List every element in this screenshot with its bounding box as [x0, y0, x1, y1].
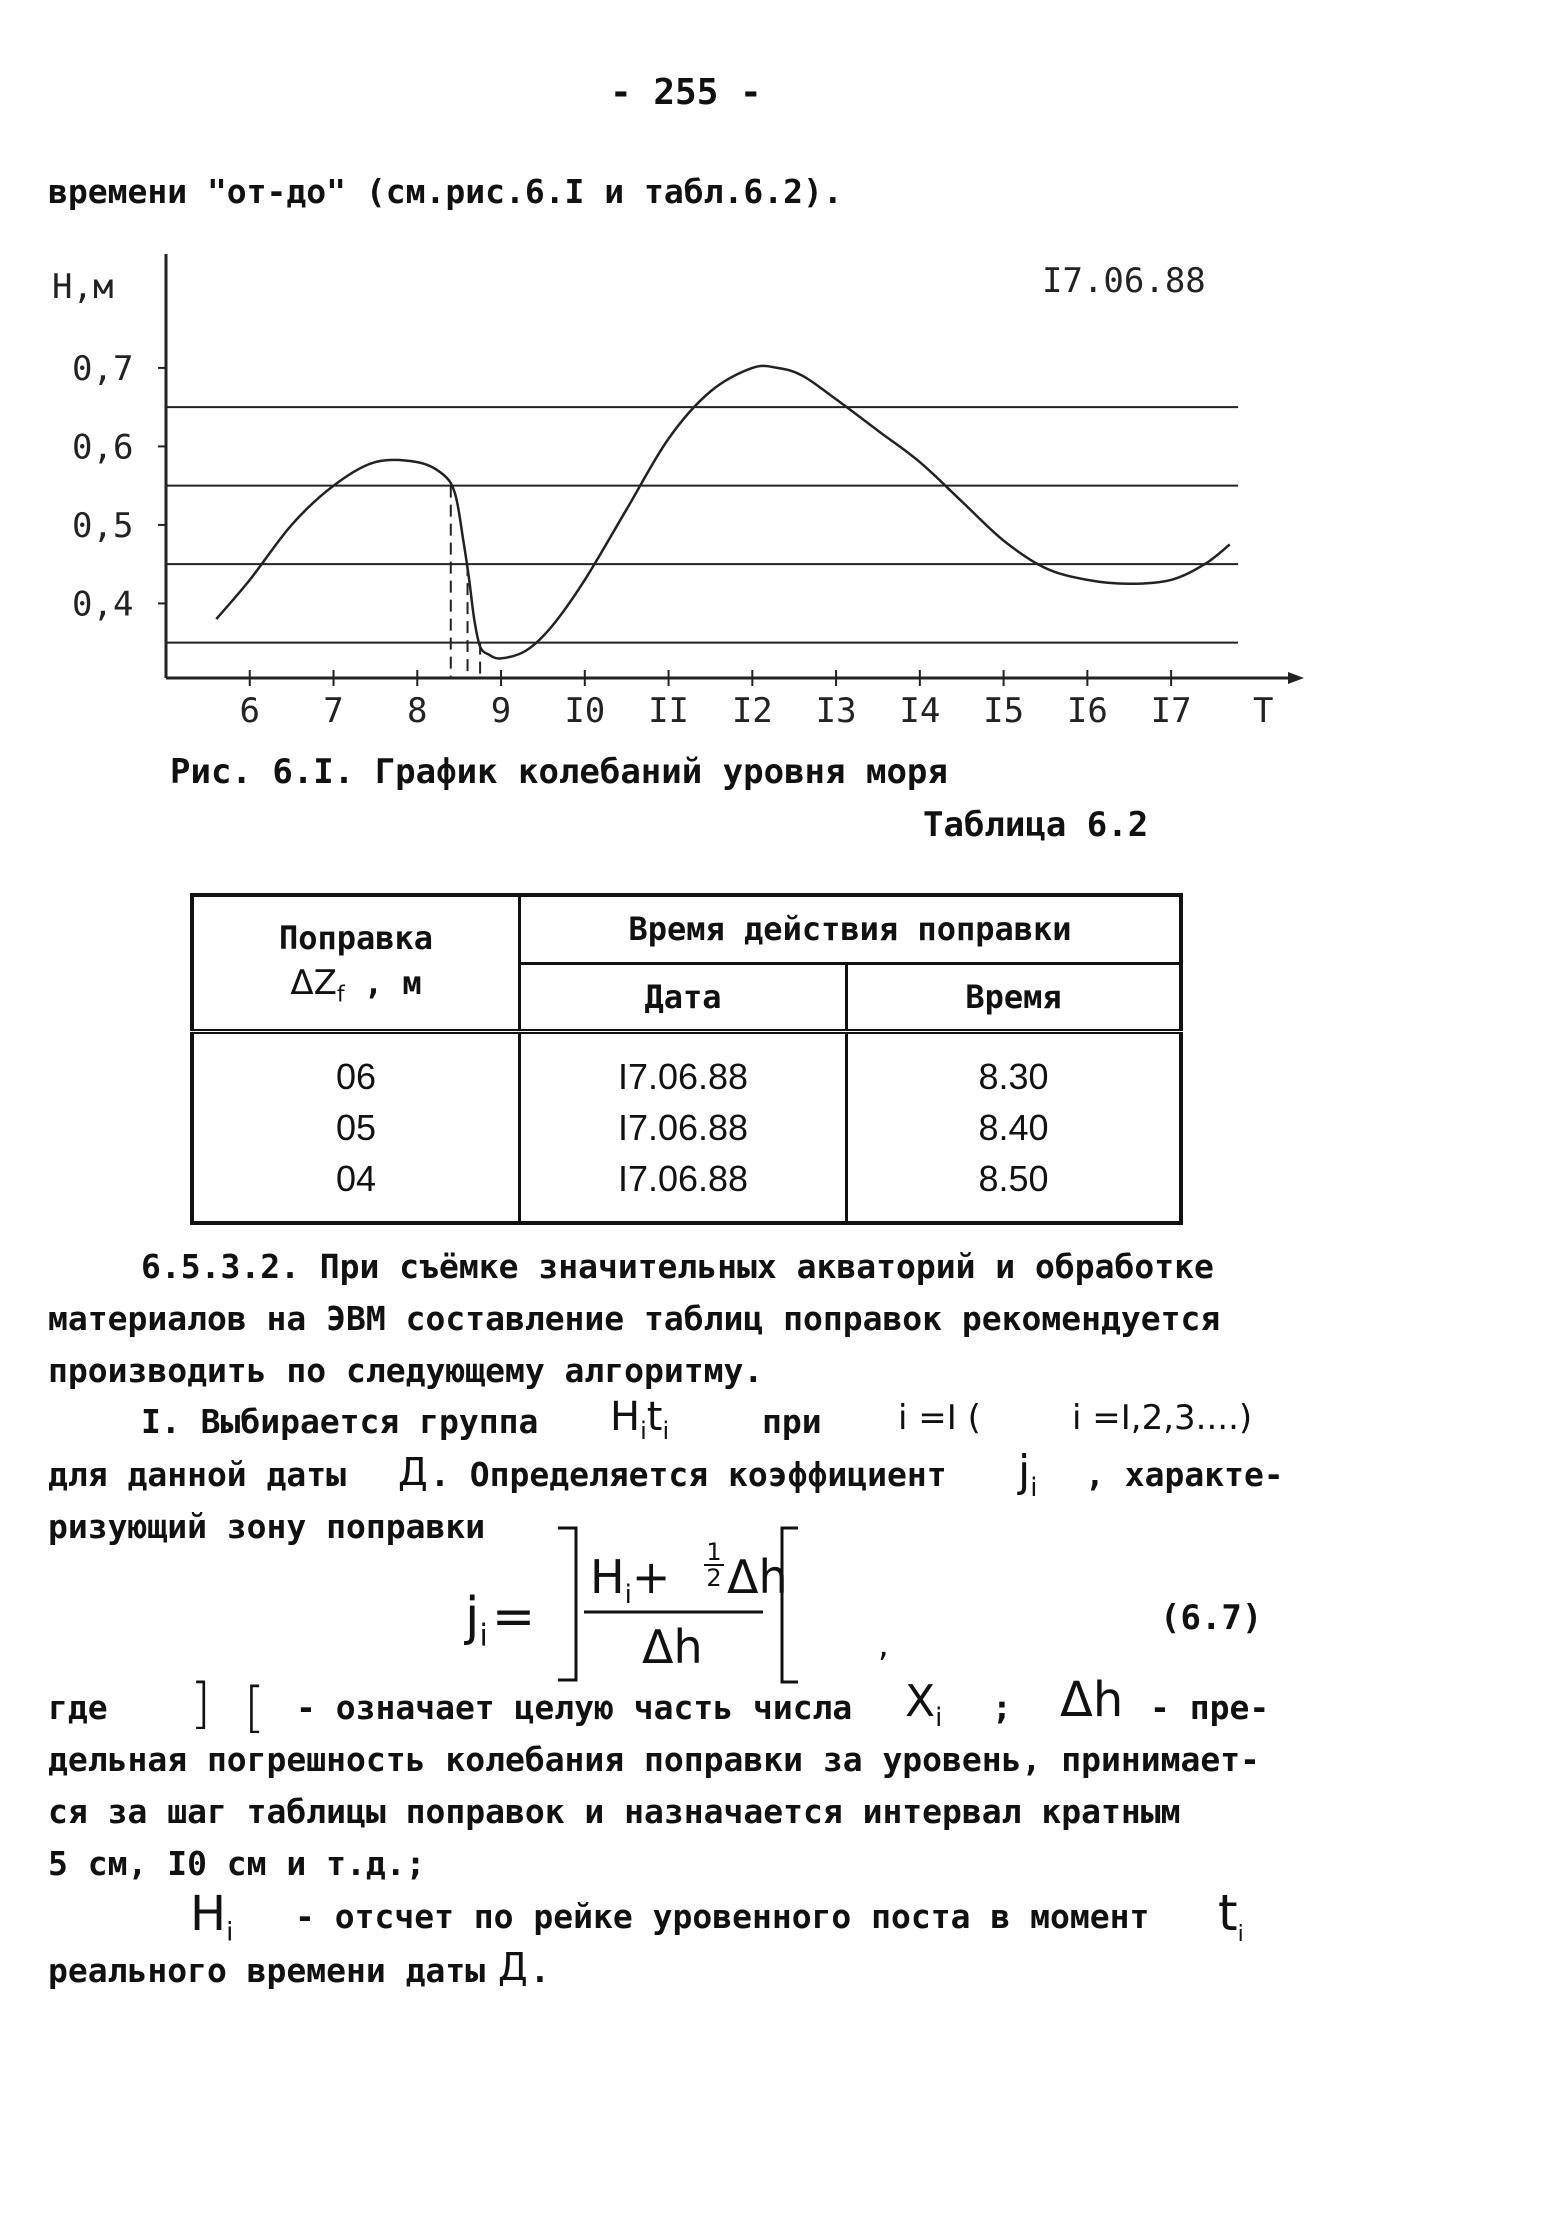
page-number: - 255 - — [610, 72, 762, 113]
col-date-header: Дата — [520, 963, 847, 1031]
subscript-i: i — [479, 1618, 488, 1654]
delta-z-symbol: ΔZ — [290, 962, 337, 1003]
symbol-X: X — [905, 1676, 936, 1727]
hi-definition: - отсчет по рейке уровенного поста в момент — [295, 1897, 1150, 1936]
subscript-f: f — [336, 981, 345, 1007]
where-line3: ся за шаг таблицы поправок и назначается интервал кратным — [48, 1792, 1181, 1831]
symbol-ti — [1218, 1884, 1244, 1947]
x-tick-label: I0 — [564, 691, 606, 731]
date-column — [520, 1031, 847, 1223]
y-tick-label: 0,5 — [72, 505, 134, 546]
y-tick-label: 0,6 — [72, 427, 134, 468]
chart-date: I7.06.88 — [1042, 261, 1206, 301]
table-cell-correction: 05 — [335, 1106, 377, 1148]
col-correction-header-line2 — [194, 963, 518, 1007]
subscript-i: i — [624, 1580, 632, 1611]
half-denominator: 2 — [704, 1564, 724, 1590]
x-tick-label: I3 — [815, 691, 857, 731]
table-cell-time: 8.30 — [978, 1055, 1049, 1097]
symbol-Xi — [905, 1676, 942, 1733]
formula-denominator: Δh — [642, 1620, 703, 1674]
table-title: Таблица 6.2 — [923, 805, 1149, 845]
y-tick-label: 0,4 — [72, 584, 134, 625]
table-cell-date: I7.06.88 — [617, 1157, 749, 1199]
step1-line2-b: . Определяется коэффициент — [430, 1455, 947, 1494]
col-correction-header-line1: Поправка — [278, 918, 434, 957]
step1-line2-a: для данной даты — [48, 1455, 347, 1494]
table-cell-time: 8.50 — [978, 1157, 1049, 1199]
equals-sign: = — [491, 1587, 536, 1647]
corrections-table — [190, 893, 1183, 1225]
formula-lhs — [465, 1587, 535, 1653]
subscript-i: i — [1030, 1472, 1038, 1503]
where-label: где — [48, 1688, 108, 1727]
group-header: Время действия поправки — [520, 895, 1182, 963]
formula-delta-h-numerator: Δh — [727, 1550, 788, 1604]
bracket-open: [ — [244, 1676, 266, 1739]
table-cell-date: I7.06.88 — [617, 1055, 749, 1097]
where-line2: дельная погрешность колебания поправки за уровень, принимает- — [48, 1740, 1260, 1779]
formula-comma: , — [878, 1625, 889, 1665]
x-tick-label: I2 — [731, 691, 773, 731]
x-tick-label: 9 — [490, 691, 512, 731]
formula-hiti — [610, 1394, 669, 1445]
paragraph-6532-line1: 6.5.3.2. При съёмке значительных акваторий и обработке — [141, 1247, 1214, 1286]
correction-column — [192, 1031, 520, 1223]
x-tick-label: 7 — [323, 691, 344, 731]
where-line4: 5 см, I0 см и т.д.; — [48, 1844, 426, 1883]
where-text-a: - означает целую часть числа — [296, 1688, 853, 1727]
y-tick-label: 0,7 — [72, 348, 134, 389]
y-axis-label: Н,м — [52, 267, 114, 307]
subscript-i: i — [226, 1917, 234, 1948]
symbol-D: Д — [398, 1450, 428, 1494]
symbol-H: H — [590, 1550, 625, 1604]
col-time-header: Время — [847, 963, 1182, 1031]
where-text-b: - пре- — [1150, 1688, 1270, 1727]
table-cell-time: 8.40 — [978, 1106, 1049, 1148]
step1-condition-1: i =I ( — [898, 1398, 981, 1438]
x-tick-label: II — [648, 691, 690, 731]
subscript-i: i — [640, 1417, 647, 1445]
x-axis-label: Т — [1253, 691, 1274, 731]
formula-half — [704, 1540, 724, 1590]
x-tick-label: I5 — [983, 691, 1025, 731]
subscript-i: i — [662, 1417, 670, 1445]
sea-level-curve — [216, 366, 1229, 659]
formula-numerator — [590, 1550, 670, 1610]
subscript-i: i — [1237, 1922, 1244, 1947]
period: . — [530, 1951, 550, 1990]
symbol-t: t — [646, 1394, 663, 1440]
half-numerator: 1 — [706, 1538, 722, 1566]
x-tick-label: I6 — [1066, 691, 1108, 731]
table-cell-correction: 04 — [335, 1157, 377, 1199]
x-tick-label: 6 — [239, 691, 261, 731]
intro-line: времени "от-до" (см.рис.6.I и табл.6.2). — [48, 172, 843, 211]
symbol-delta-h: Δh — [1060, 1672, 1124, 1728]
real-time-line: реального времени даты — [48, 1951, 486, 1990]
step1-pri: при — [762, 1402, 822, 1441]
paragraph-6532-line3: производить по следующему алгоритму. — [48, 1351, 764, 1390]
table-cell-correction: 06 — [335, 1055, 377, 1097]
subscript-i: i — [935, 1702, 943, 1733]
step1-condition-2: i =I,2,3....) — [1072, 1398, 1253, 1438]
symbol-D: Д — [498, 1945, 528, 1989]
figure-caption: Рис. 6.I. График колебаний уровня моря — [170, 752, 948, 792]
symbol-ji — [1018, 1446, 1037, 1503]
sea-level-chart — [30, 250, 1330, 740]
paragraph-6532-line2: материалов на ЭВМ составление таблиц поправок рекомендуется — [48, 1299, 1221, 1338]
step1-text: I. Выбирается группа — [141, 1402, 539, 1441]
formula-number: (6.7) — [1160, 1598, 1263, 1638]
symbol-j: j — [1018, 1446, 1031, 1497]
step1-line2-c: , характе- — [1085, 1455, 1284, 1494]
plus-sign: + — [631, 1550, 671, 1604]
col-correction-header — [192, 895, 520, 1031]
x-tick-label: I4 — [899, 691, 941, 731]
table-cell-date: I7.06.88 — [617, 1106, 749, 1148]
symbol-H: H — [190, 1886, 227, 1942]
x-axis-arrow — [1288, 672, 1304, 684]
x-tick-label: 8 — [407, 691, 428, 731]
bracket-close: ] — [190, 1672, 212, 1735]
symbol-Hi — [190, 1886, 233, 1948]
x-tick-label: I7 — [1150, 691, 1192, 731]
unit-label: , м — [344, 963, 422, 1002]
symbol-t: t — [1218, 1884, 1238, 1942]
step1-line3: ризующий зону поправки — [48, 1507, 486, 1546]
symbol-H: H — [610, 1394, 641, 1440]
time-column — [847, 1031, 1182, 1223]
semicolon: ; — [992, 1688, 1012, 1727]
symbol-j: j — [465, 1587, 480, 1647]
